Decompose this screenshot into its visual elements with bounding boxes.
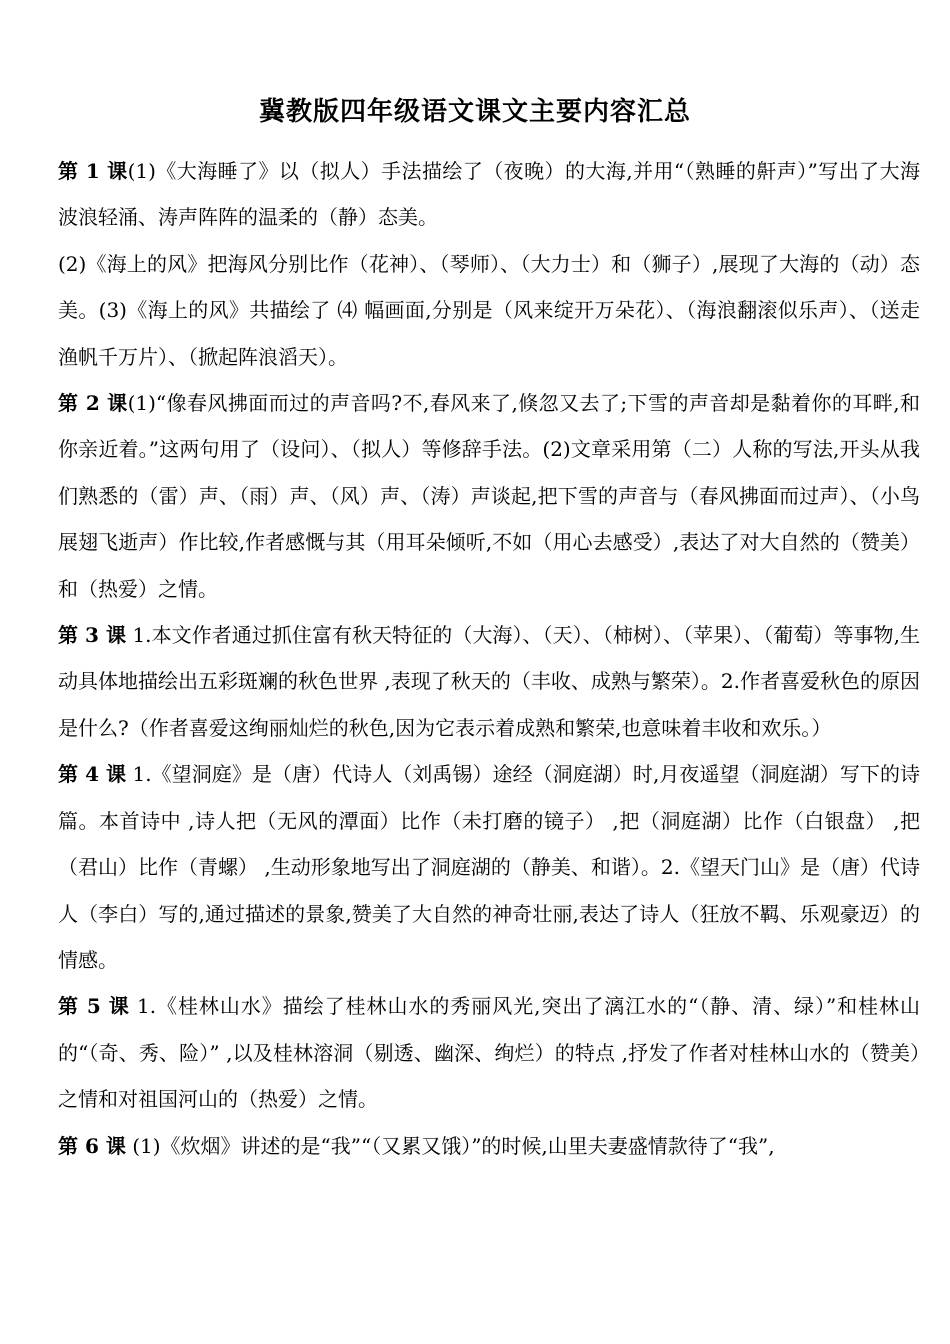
document-body bbox=[58, 148, 920, 1169]
lesson-label: 第 6 课 bbox=[58, 1133, 126, 1158]
paragraph bbox=[58, 983, 920, 1122]
lesson-label: 第 1 课 bbox=[58, 159, 128, 183]
paragraph bbox=[58, 380, 920, 612]
paragraph-text: (1)“像春风拂面而过的声音吗?不,春风来了,倏忽又去了;下雪的声音却是黏着你的耳畔,和你亲近着。”这两句用了（设问）、（拟人）等修辞手法。(2)文章采用第（二）人称的写法,开头从我们熟悉的（雷）声、（雨）声、（风）声、（涛）声谈起,把下雪的声音与（春风拂面而过声）、（小鸟展翅飞逝声）作比较,作者感慨与其（用耳朵倾听,不如（用心去感受）,表达了对大自然的（赞美）和（热爱）之情。 bbox=[58, 391, 920, 601]
lesson-label: 第 5 课 bbox=[58, 994, 130, 1019]
lesson-label: 第 4 课 bbox=[58, 762, 127, 787]
paragraph-text: 1.《望洞庭》是（唐）代诗人（刘禹锡）途经（洞庭湖）时,月夜遥望（洞庭湖）写下的诗篇。本首诗中 ,诗人把（无风的潭面）比作（未打磨的镜子） ,把（洞庭湖）比作（白银盘） ,把（君山）比作（青螺） ,生动形象地写出了洞庭湖的（静美、和谐）。2.《望天门山》是（唐）代诗人（李白）写的,通过描述的景象,赞美了大自然的神奇壮丽,表达了诗人（狂放不羁、乐观豪迈）的情感。 bbox=[58, 762, 921, 972]
paragraph-text: (2)《海上的风》把海风分别比作（花神）、（琴师）、（大力士）和（狮子）,展现了大海的（动）态美。(3)《海上的风》共描绘了 ⑷ 幅画面,分别是（风来绽开万朵花）、（海浪翻滚似乐声）、（送走渔帆千万片）、（掀起阵浪滔天）。 bbox=[58, 251, 920, 369]
lesson-label: 第 2 课 bbox=[58, 391, 128, 416]
lesson-label: 第 3 课 bbox=[58, 623, 127, 648]
paragraph-text: (1)《炊烟》讲述的是“我”“（又累又饿）”的时候,山里夫妻盛情款待了“我”, bbox=[125, 1133, 775, 1158]
document-title: 冀教版四年级语文课文主要内容汇总 bbox=[258, 97, 691, 127]
paragraph-text: 1.本文作者通过抓住富有秋天特征的（大海）、（天）、（柿树）、（苹果）、（葡萄）等事物,生动具体地描绘出五彩斑斓的秋色世界 ,表现了秋天的（丰收、成熟与繁荣）。2.作者喜爱秋色的原因是什么?（作者喜爱这绚丽灿烂的秋色,因为它表示着成熟和繁荣,也意味着丰收和欢乐。） bbox=[58, 623, 921, 740]
paragraph-text: (1)《大海睡了》以（拟人）手法描绘了（夜晚）的大海,并用“（熟睡的鼾声）”写出了大海波浪轻涌、涛声阵阵的温柔的（静）态美。 bbox=[58, 159, 921, 230]
paragraph-text: 1.《桂林山水》描绘了桂林山水的秀丽风光,突出了漓江水的“（静、清、绿）”和桂林山的“（奇、秀、险）” ,以及桂林溶洞（剔透、幽深、绚烂）的特点 ,抒发了作者对桂林山水的（赞美）之情和对祖国河山的（热爱）之情。 bbox=[58, 994, 920, 1112]
paragraph bbox=[58, 1123, 920, 1169]
paragraph bbox=[58, 751, 920, 983]
paragraph bbox=[58, 241, 920, 380]
paragraph bbox=[58, 612, 920, 751]
paragraph bbox=[58, 148, 920, 241]
